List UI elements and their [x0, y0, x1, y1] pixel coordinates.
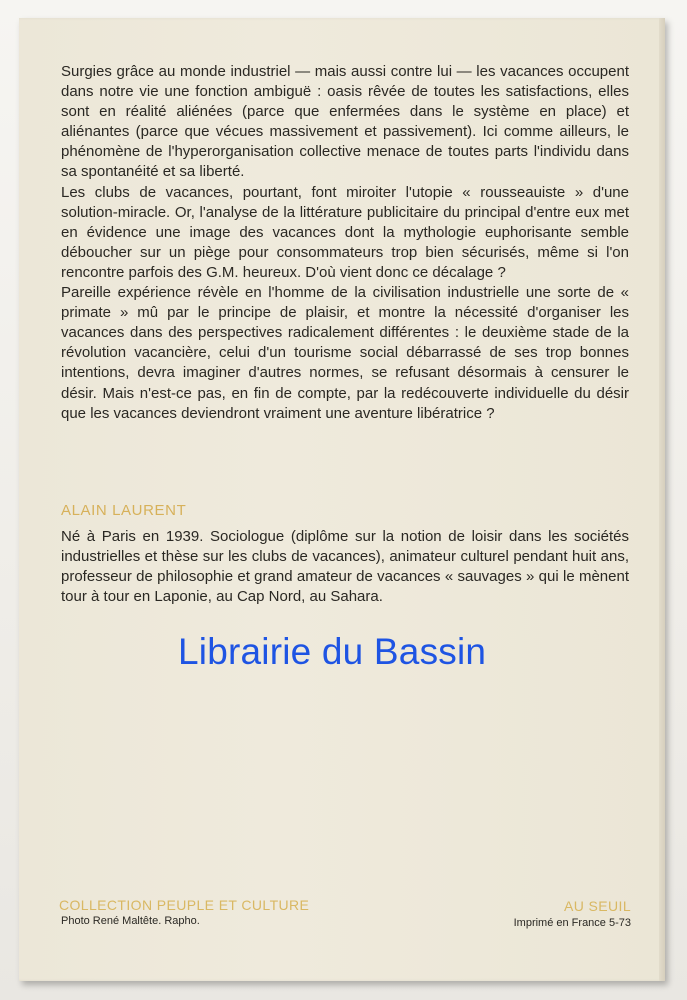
collection-name: COLLECTION PEUPLE ET CULTURE — [59, 897, 310, 913]
publisher-name: AU SEUIL — [564, 898, 631, 914]
book-page-edge — [659, 18, 665, 981]
blurb-paragraph-2: Les clubs de vacances, pourtant, font miroiter l'utopie « rousseauiste » d'une solution-miracle. Or, l'analyse de la littérature publicitaire du principal d'entre eux met en évidence une image des vacances dont la mythologie euphorisante semble déboucher sur un piège pour consommateurs trop bien sécurisés, même si l'on rencontre parfois des G.M. heureux. D'où vient donc ce décalage ? — [61, 183, 629, 281]
print-info: Imprimé en France 5-73 — [513, 917, 631, 929]
blurb-text — [61, 62, 629, 424]
author-bio: Né à Paris en 1939. Sociologue (diplôme sur la notion de loisir dans les sociétés industrielles et thèse sur les clubs de vacances), animateur culturel pendant huit ans, professeur de philosophie et grand amateur de vacances « sauvages » qui le mènent tour à tour en Laponie, au Cap Nord, au Sahara. — [61, 528, 629, 606]
book-back-cover — [19, 18, 665, 981]
author-name: ALAIN LAURENT — [61, 502, 187, 519]
seller-watermark: Librairie du Bassin — [178, 631, 487, 672]
photo-credit: Photo René Maltête. Rapho. — [61, 915, 200, 927]
blurb-paragraph-3: Pareille expérience révèle en l'homme de la civilisation industrielle une sorte de « primate » mû par le principe de plaisir, et montre la nécessité d'organiser les vacances dans des perspectives radicalement différentes : le deuxième stade de la révolution vacancière, celui d'un tourisme social débarrassé de ses trop bonnes intentions, devra imaginer d'autres normes, se refusant désormais à censurer le désir. Mais n'est-ce pas, en fin de compte, par la redécouverte individuelle du désir que les vacances deviendront vraiment une aventure libératrice ? — [61, 284, 629, 422]
blurb-paragraph-1: Surgies grâce au monde industriel — mais aussi contre lui — les vacances occupent dans notre vie une fonction ambiguë : oasis rêvée de toutes les satisfactions, elles sont en réalité aliénées (parce que enfermées dans le système en place) et aliénantes (parce que vécues massivement et passivement). Ici comme ailleurs, le phénomène de l'hyperorganisation collective menace de toutes parts l'individu dans sa spontanéité et sa liberté. — [61, 63, 629, 181]
